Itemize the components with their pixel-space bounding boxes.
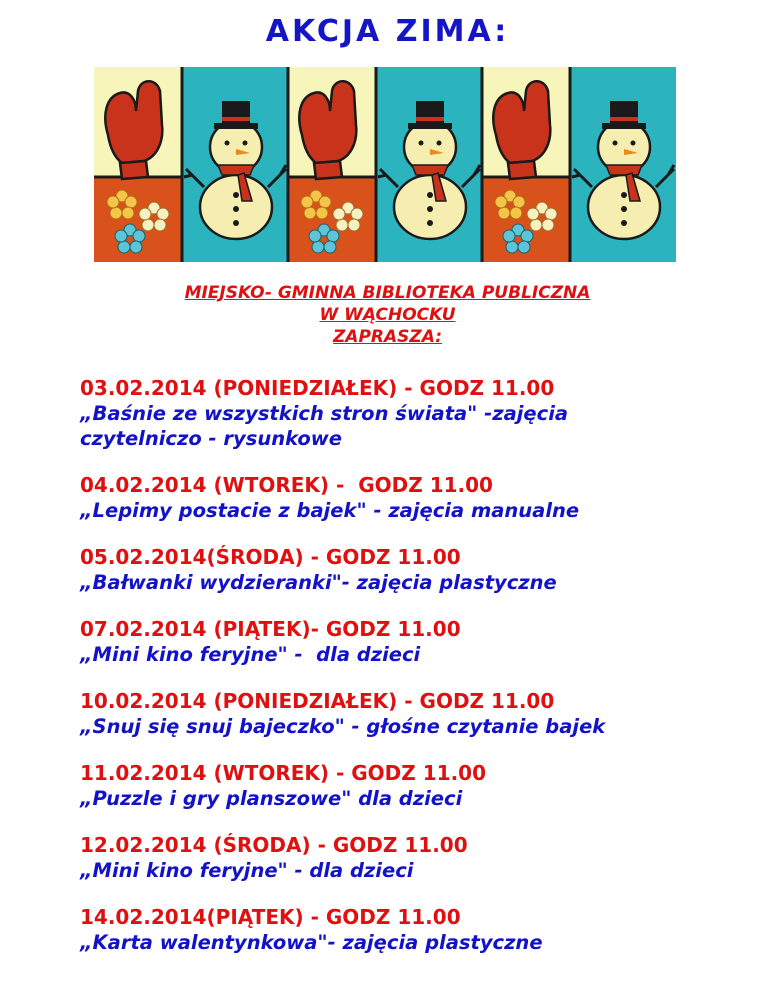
event-item bbox=[80, 689, 770, 739]
event-description: „Karta walentynkowa"- zajęcia plastyczne bbox=[80, 931, 543, 954]
event-item bbox=[80, 905, 770, 955]
event-item bbox=[80, 473, 770, 523]
event-description: „Mini kino feryjne" - dla dzieci bbox=[80, 643, 421, 666]
event-date: 10.02.2014 (PONIEDZIAŁEK) - GODZ 11.00 bbox=[80, 689, 555, 713]
event-description: „Baśnie ze wszystkich stron świata" -zajęcia czytelniczo - rysunkowe bbox=[80, 402, 575, 450]
event-item bbox=[80, 376, 770, 451]
event-date: 14.02.2014(PIĄTEK) - GODZ 11.00 bbox=[80, 905, 461, 929]
event-date: 04.02.2014 (WTOREK) - GODZ 11.00 bbox=[80, 473, 493, 497]
event-list bbox=[80, 376, 770, 977]
winter-banner bbox=[94, 67, 677, 262]
event-description: „Bałwanki wydzieranki"- zajęcia plastyczne bbox=[80, 571, 557, 594]
event-date: 05.02.2014(ŚRODA) - GODZ 11.00 bbox=[80, 545, 461, 569]
event-item bbox=[80, 545, 770, 595]
event-date: 07.02.2014 (PIĄTEK)- GODZ 11.00 bbox=[80, 617, 461, 641]
event-description: „Snuj się snuj bajeczko" - głośne czytanie bajek bbox=[80, 715, 606, 738]
event-item bbox=[80, 833, 770, 883]
organizer-line-1: MIEJSKO- GMINNA BIBLIOTEKA PUBLICZNA bbox=[184, 283, 591, 303]
event-description: „Puzzle i gry planszowe" dla dzieci bbox=[80, 787, 463, 810]
event-date: 03.02.2014 (PONIEDZIAŁEK) - GODZ 11.00 bbox=[80, 376, 555, 400]
event-description: „Mini kino feryjne" - dla dzieci bbox=[80, 859, 414, 882]
event-item bbox=[80, 617, 770, 667]
event-item bbox=[80, 761, 770, 811]
event-date: 12.02.2014 (ŚRODA) - GODZ 11.00 bbox=[80, 833, 468, 857]
organizer-line-3: ZAPRASZA: bbox=[332, 327, 443, 347]
page-title: AKCJA ZIMA: bbox=[265, 14, 510, 49]
event-date: 11.02.2014 (WTOREK) - GODZ 11.00 bbox=[80, 761, 487, 785]
event-description: „Lepimy postacie z bajek" - zajęcia manualne bbox=[80, 499, 580, 522]
organizer-line-2: W WĄCHOCKU bbox=[319, 305, 456, 325]
organizer-block bbox=[0, 282, 775, 348]
